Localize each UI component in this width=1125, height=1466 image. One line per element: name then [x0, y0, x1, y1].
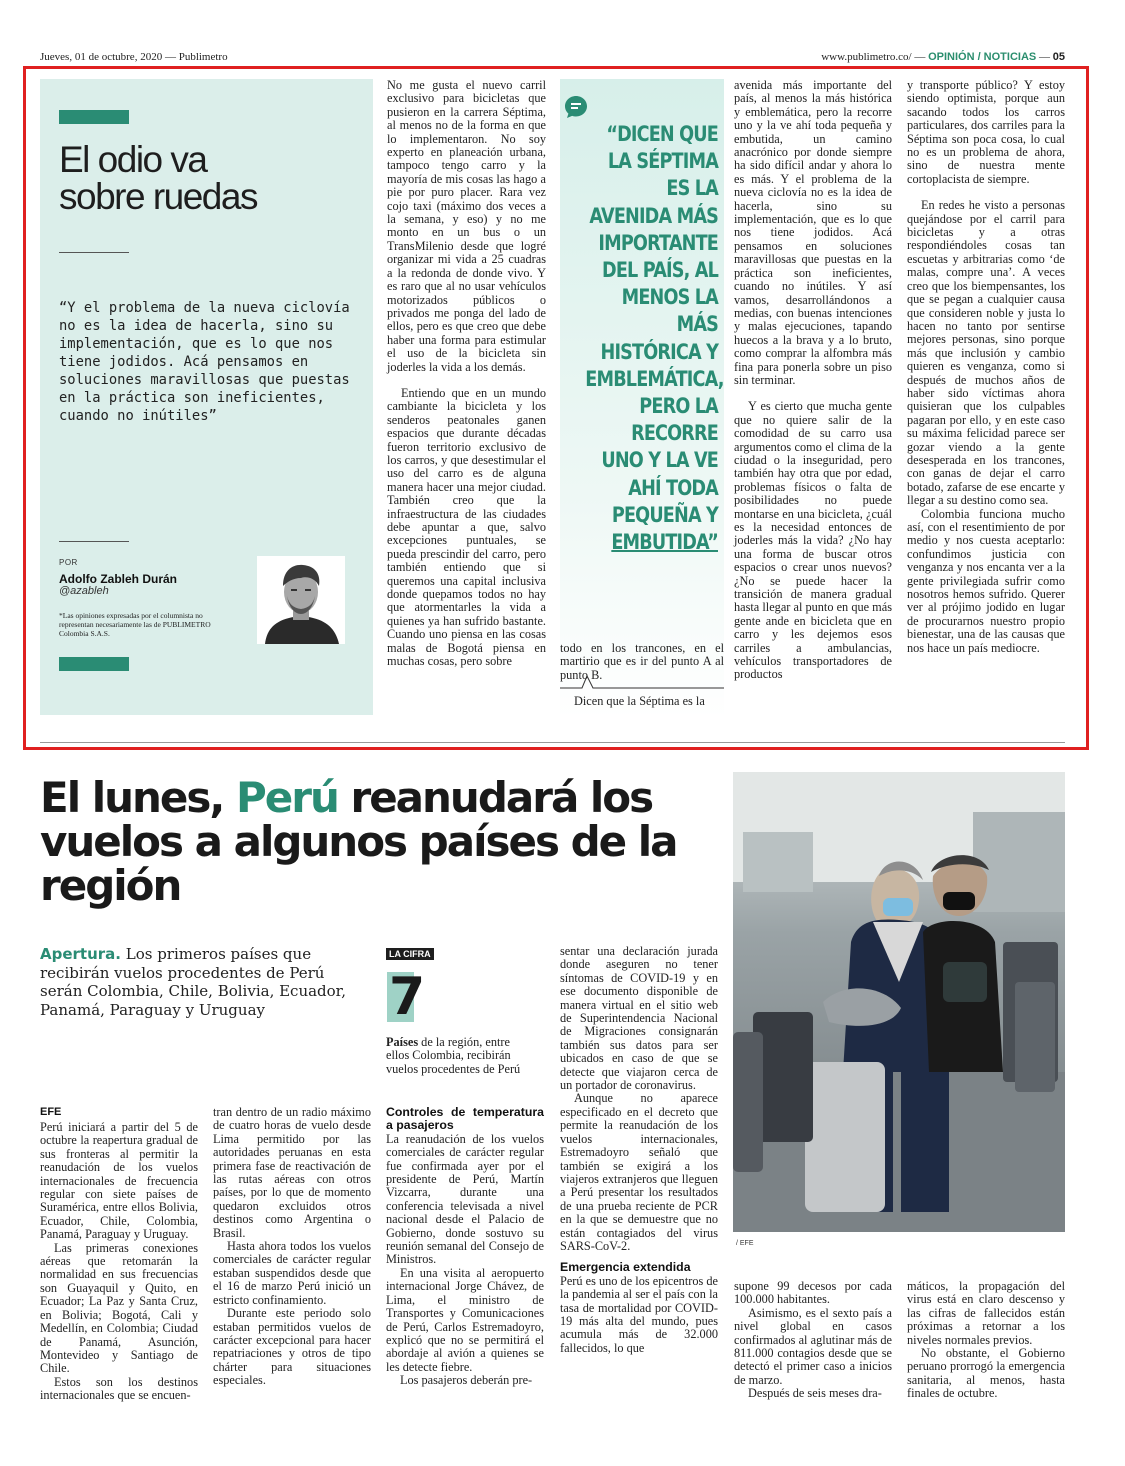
- news-column-3: [386, 1106, 544, 1388]
- site-url[interactable]: www.publimetro.co/: [821, 51, 912, 63]
- news-photo: [733, 772, 1065, 1232]
- news-column-4: [560, 945, 718, 1355]
- header-right: www.publimetro.co/ — OPINIÓN / NOTICIAS — 05: [821, 51, 1065, 63]
- paragraph: Aunque no aparece especificado en el decreto que permite la reanudación de los vuelos internacionales, Estremadoyro señaló que también se exigirá a los viajeros extranjeros que lleguen a Perú presentar los resultados de una prueba reciente de PCR en la que se demuestre que no están contagiados del virus SARS-CoV-2.: [560, 1091, 718, 1253]
- paragraph: sentar una declaración jurada donde aseguren no tener síntomas de COVID-19 y en ese documento disponible de manera virtual en el sitio web de Superintendencia Nacional de Migraciones consignarán también sus datos para ser ubicados en caso de que se detecte que viajaron cerca de un portador de coronavirus.: [560, 944, 718, 1093]
- byline-label: POR: [59, 558, 78, 567]
- sidebar-top-bar: [59, 110, 129, 124]
- paragraph: Asimismo, es el sexto país a nivel global en casos confirmados al aglutinar más de 811.000 contagios desde que se detectó el primer caso a inicios de marzo.: [734, 1305, 892, 1387]
- paragraph: Dicen que la Séptima es la: [574, 694, 705, 709]
- paragraph: Y es cierto que mucha gente que no quiere salir de la comodidad de su carro usa argumentos como el clima de la ciudad o la inseguridad, pero también hay otra que por edad, problemas físicos o falta de posibilidades no puede montarse en una bicicleta, ¿cuál es la necesidad entonces de joderles más la vida? ¿No hay una forma de buscar otros espacios o crear unos nuevos? ¿No se puede hacer la transición de manera gradual hasta llegar al punto en que más gente ande en bicicleta que en carro y les dejemos esos carriles a ambulancias, vehículos transportadores de productos: [734, 399, 892, 682]
- opinion-column-2: [560, 642, 724, 709]
- opinion-quote: “Y el problema de la nueva ciclovía no es la idea de hacerla, sino su implementación, que es lo que nos tiene jodidos. Acá pensamos en soluciones maravillosas que puestas en la práctica son ineficientes, cuando no inútiles”: [59, 300, 350, 424]
- speech-bubble-icon: [564, 95, 588, 123]
- news-column-6: [907, 1280, 1065, 1401]
- byline-divider: [59, 541, 129, 542]
- paragraph: todo en los trancones, en el martirio que es ir del punto A al punto B.: [560, 641, 724, 682]
- page-header: [40, 50, 1065, 64]
- page-number: 05: [1052, 51, 1065, 63]
- news-column-2: [213, 1106, 371, 1388]
- paragraph: y transporte público? Y estoy siendo optimista, porque aun sacando todos los carros particulares, dos carriles para la Séptima son poca cosa, lo cual no es un problema de ahora, sino de nuestra mente cortoplacista de siempre.: [907, 78, 1065, 186]
- subheading: Controles de temperatura a pasajeros: [386, 1105, 544, 1133]
- lead-kicker: Apertura.: [40, 945, 121, 963]
- opinion-column-4: [907, 79, 1065, 655]
- paragraph: En redes he visto a personas quejándose por el carril para bicicletas y a otras respondiéndoles cosas tan escuetas y arbitrarias como ‘de malas, compre una’. A veces creo que los biempensantes, los que se pegan a cualquier causa que consideren noble y justa lo hacen no tanto por sentirse mejores personas, sino porque más que inclusión y cambio quieren es venganza, como si después de muchos años de haber sido víctimas ahora quisieran que los culpables pagaran por ello, y en este caso su máxima felicidad parece ser gozar viendo a la gente desesperada en los trancones, con ganas de dejar el carro botado, zafarse de ese encarte y llegar a su destino como sea.: [907, 198, 1065, 508]
- figure-caption: Países de la región, entre ellos Colombia, recibirán vuelos procedentes de Perú: [386, 1035, 521, 1076]
- paragraph: Las primeras conexiones aéreas que retomarán la normalidad en sus frecuencias son Guayaquil y Quito, en Ecuador; La Paz y Santa Cruz, en Bolivia; Bogotá, Cali y Medellín, en Colombia; Ciudad de Panamá, Asunción, Montevideo y Santiago de Chile.: [40, 1240, 198, 1376]
- subheading: Emergencia extendida: [560, 1260, 691, 1275]
- opinion-title: El odio va sobre ruedas: [59, 139, 257, 217]
- photo-credit: / EFE: [736, 1240, 754, 1247]
- sidebar-bottom-bar: [59, 657, 129, 671]
- paragraph: En una visita al aeropuerto internacional Jorge Chávez, de Lima, el ministro de Transportes y Comunicaciones de Perú, Carlos Estremadoyro, explicó que no se permitirá el abordaje al avión a quienes se les detecte fiebre.: [386, 1265, 544, 1374]
- section-divider: [40, 742, 1065, 743]
- paragraph: La reanudación de los vuelos comerciales de carácter regular fue confirmada ayer por el presidente de Perú, Martín Vizcarra, durante una conferencia televisada a nivel nacional desde el Palacio de Gobierno, donde sostuvo su reunión semanal del Consejo de Ministros.: [386, 1131, 544, 1267]
- pull-quote-box: [560, 79, 724, 719]
- news-column-1: [40, 1121, 198, 1403]
- paragraph: avenida más importante del país, al menos la más histórica y emblemática, pero la recorre uno y la ve ahí toda pequeña y embutida, un camino anacrónico por donde siempre ha sido difícil andar y ahora lo es más. Y el problema de la nueva ciclovía no es la idea de hacerla, sino su implementación, que es lo que nos tiene jodidos. Acá pensamos en soluciones maravillosas que puestas en la práctica son ineficientes, cuando no inútiles. Y así vamos, desarrollándonos a medias, con buenas intenciones y malas ejecuciones, tapando huecos a la brava y a lo bruto, como comprar la alfombra más fina para ponerla sobre un piso sin terminar.: [734, 78, 892, 387]
- opinion-disclaimer: *Las opiniones expresadas por el columnista no representan necesariamente las de PUBLIMETRO Colombia S.A.S.: [59, 611, 211, 638]
- paragraph: Durante este periodo solo estaban permitidos vuelos de carácter excepcional para hacer repatriaciones y otros de tipo chárter para situaciones especiales.: [213, 1306, 371, 1388]
- paragraph: Estos son los destinos internacionales que se encuen-: [40, 1374, 198, 1403]
- author-name: Adolfo Zableh Durán: [59, 572, 177, 586]
- opinion-column-1: [387, 79, 546, 668]
- brand-name: Publimetro: [178, 51, 228, 63]
- title-divider: [59, 252, 129, 253]
- issue-date: Jueves, 01 de octubre, 2020: [40, 51, 163, 63]
- paragraph: máticos, la propagación del virus está en claro descenso y las cifras de fallecidos están próximas a retornar a los niveles normales previos.: [907, 1279, 1065, 1347]
- paragraph: Perú es uno de los epicentros de la pandemia al ser el país con la tasa de mortalidad por COVID-19 más alta del mundo, pues acumula más de 32.000 fallecidos, lo que: [560, 1273, 718, 1355]
- paragraph: Después de seis meses dra-: [748, 1386, 882, 1401]
- paragraph: No me gusta el nuevo carril exclusivo para bicicletas que pusieron en la carrera Séptima, al menos no de la forma en que lo implementaron. No soy experto en planeación urbana, tampoco tengo carro y la mayoría de mis cosas las hago a pie por puro placer. Rara vez cojo taxi (máximo dos veces a la semana, y eso) y no me monto en un bus o un TransMilenio desde que logré organizar mi vida a 25 cuadras a la redonda de donde vivo. Y es raro que al no usar vehículos motorizados públicos o privados me ponga del lado de ellos, pero es que creo que debe haber una forma para estimular el uso de la bicicleta sin joderles la vida a los demás.: [387, 78, 546, 374]
- news-headline: El lunes, Perú reanudará los vuelos a algunos países de la región: [40, 773, 677, 910]
- figure-tag: LA CIFRA: [386, 948, 434, 960]
- author-handle[interactable]: @azableh: [59, 585, 109, 597]
- pull-quote-text: “DICEN QUE LA SÉPTIMA ES LA AVENIDA MÁS IMPORTANTE DEL PAÍS, AL MENOS LA MÁS HISTÓRICA Y EMBLEMÁTICA, PERO LA RECORRE UNO Y LA VE AHÍ TODA PEQUEÑA Y EMBUTIDA”: [585, 122, 724, 555]
- paragraph: supone 99 decesos por cada 100.000 habitantes.: [734, 1279, 892, 1307]
- paragraph: Los pasajeros deberán pre-: [400, 1373, 533, 1388]
- news-source: EFE: [40, 1106, 62, 1118]
- paragraph: Hasta ahora todos los vuelos comerciales de carácter regular estaban suspendidos desde que el 16 de marzo Perú inició un estricto confinamiento.: [213, 1239, 371, 1307]
- paragraph: Colombia funciona mucho así, con el resentimiento de por medio y nos cuesta aceptarlo: confundimos justicia con venganza y nos encanta ver a la gente privilegiada sufrir como nosotros hemos sufrido. Querer ver al prójimo jodido en lugar de procurarnos nuestro propio bienestar, una de las causas que nos hace un país mediocre.: [907, 506, 1065, 655]
- paragraph: tran dentro de un radio máximo de cuatro horas de vuelo desde Lima permitido por las autoridades peruanas en esta primera fase de reactivación de las rutas aéreas con otros países, por lo que de momento quedaron excluidos otros destinos como Argentina o Brasil.: [213, 1105, 371, 1240]
- figure-number: 7: [389, 967, 426, 1027]
- news-lead: Apertura. Los primeros países que recibirán vuelos procedentes de Perú serán Colombia, Chile, Bolivia, Ecuador, Panamá, Paraguay y Uruguay: [40, 945, 346, 1019]
- section-name: OPINIÓN / NOTICIAS: [928, 51, 1037, 63]
- paragraph: Perú iniciará a partir del 5 de octubre la reapertura gradual de sus fronteras al permitir la reanudación de los vuelos internacionales de frecuencia regular con siete países de Suramérica, entre ellos Bolivia, Ecuador, Chile, Colombia, Panamá, Paraguay y Uruguay.: [40, 1120, 198, 1242]
- paragraph: Entiendo que en un mundo cambiante la bicicleta y los senderos peatonales ganen espacios que durante décadas fueron territorio exclusivo de los carros, y que desestimular el uso del carro es de alguna manera hacer una mejor ciudad. También creo que la infraestructura de las ciudades debe apuntar a que, salvo excepciones puntuales, se pueda prescindir del carro, pero también entiendo que si queremos una capital inclusiva donde quepamos todos no hay que atormentarles la vida a quienes ya han sufrido bastante. Cuando uno piensa en las cosas malas de Bogotá piensa en muchas cosas, pero sobre: [387, 385, 546, 669]
- header-left: Jueves, 01 de octubre, 2020 — Publimetro: [40, 51, 228, 63]
- opinion-column-3: [734, 79, 892, 682]
- news-column-5: [734, 1280, 892, 1401]
- author-photo: [257, 556, 345, 644]
- paragraph: No obstante, el Gobierno peruano prorrogó la emergencia sanitaria, al menos, hasta finales de octubre.: [907, 1346, 1065, 1401]
